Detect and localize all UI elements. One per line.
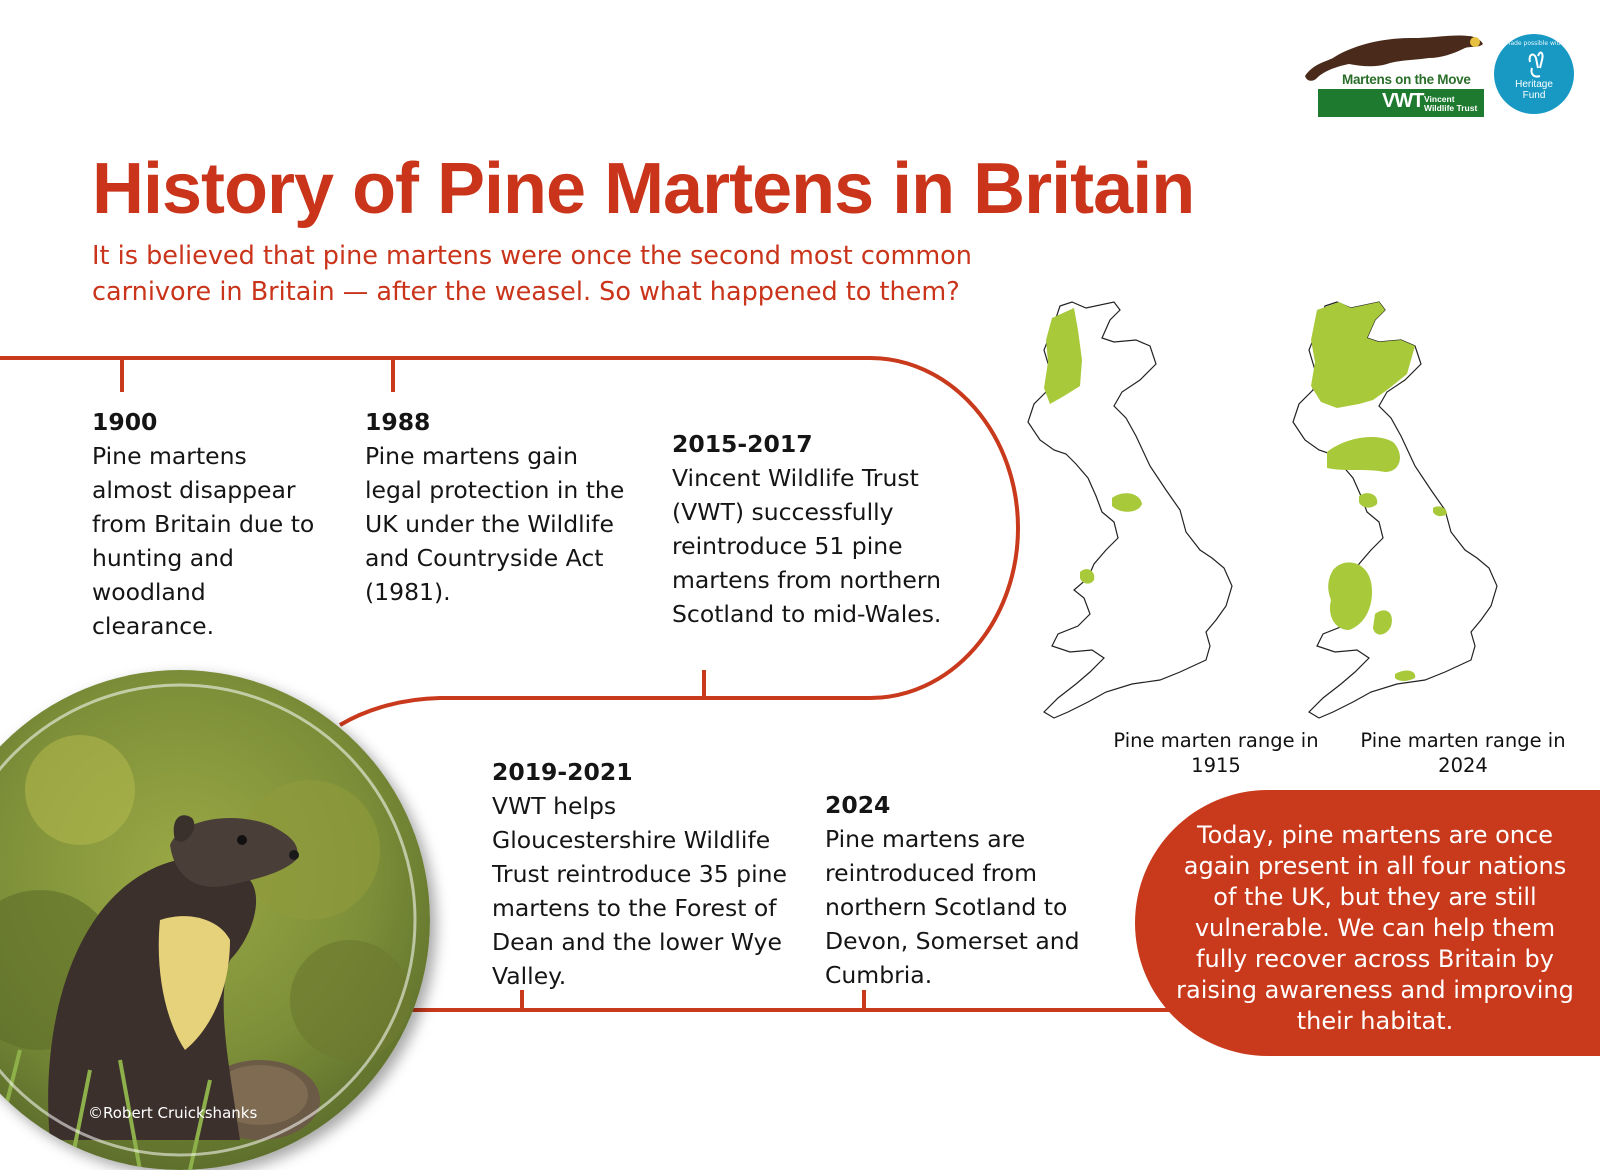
map-label-2024: Pine marten range in 2024 bbox=[1360, 729, 1566, 777]
timeline-event-2015-2017 bbox=[672, 427, 952, 631]
heritage-fund-line2: Fund bbox=[1522, 90, 1546, 101]
event-year: 1988 bbox=[365, 408, 431, 436]
vwt-name-line2: Wildlife Trust bbox=[1424, 103, 1478, 113]
map-label-1915: Pine marten range in 1915 bbox=[1113, 729, 1319, 777]
event-text: VWT helps Gloucestershire Wildlife Trust reintroduce 35 pine martens to the Forest of Dean and the lower Wye Valley. bbox=[492, 792, 787, 990]
event-year: 2024 bbox=[825, 791, 891, 819]
heritage-fund-line1: Heritage bbox=[1515, 79, 1553, 90]
timeline-event-2019-2021 bbox=[492, 755, 792, 993]
page-title: History of Pine Martens in Britain bbox=[92, 149, 1195, 229]
range-area bbox=[1311, 302, 1415, 408]
event-text: Pine martens are reintroduced from northern Scotland to Devon, Somerset and Cumbria. bbox=[825, 825, 1080, 989]
event-text: Pine martens almost disappear from Britain due to hunting and woodland clearance. bbox=[92, 442, 315, 640]
vwt-name bbox=[1424, 95, 1477, 113]
photo-credit: ©Robert Cruickshanks bbox=[88, 1104, 258, 1122]
callout-text: Today, pine martens are once again present in all four nations of the UK, but they are still vulnerable. We can help them fully recover across Britain by raising awareness and improving their habitat. bbox=[1176, 821, 1574, 1035]
martens-on-the-move-title: Martens on the Move bbox=[1342, 72, 1471, 87]
timeline-event-1988 bbox=[365, 405, 635, 609]
heritage-fund-name bbox=[1494, 79, 1574, 101]
vwt-mark: VWT bbox=[1382, 90, 1424, 112]
heritage-fund-small-text: Made possible with bbox=[1505, 40, 1563, 47]
event-year: 2015-2017 bbox=[672, 430, 813, 458]
page-subtitle: It is believed that pine martens were once the second most common carnivore in Britain — after the weasel. So what happened to them? bbox=[92, 241, 972, 307]
event-year: 1900 bbox=[92, 408, 158, 436]
timeline-event-1900 bbox=[92, 405, 332, 643]
event-year: 2019-2021 bbox=[492, 758, 633, 786]
vwt-name-line1: Vincent bbox=[1424, 94, 1455, 104]
event-text: Vincent Wildlife Trust (VWT) successfully reintroduce 51 pine martens from northern Scotland to mid-Wales. bbox=[672, 464, 942, 628]
map-range-2024 bbox=[1275, 300, 1535, 730]
map-range-1915 bbox=[1010, 300, 1270, 730]
timeline-event-2024 bbox=[825, 788, 1095, 992]
event-text: Pine martens gain legal protection in the UK under the Wildlife and Countryside Act (1981). bbox=[365, 442, 625, 606]
